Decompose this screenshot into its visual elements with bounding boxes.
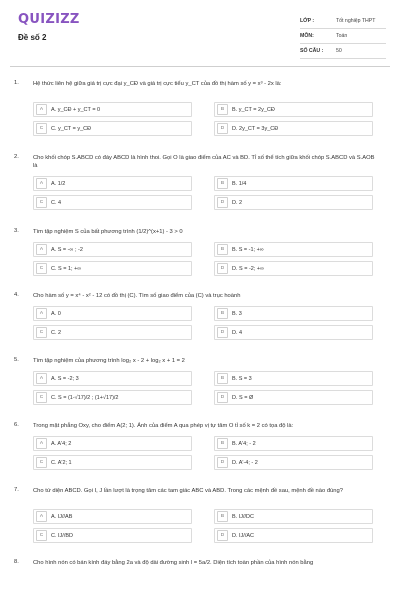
option-text: A. A'4; 2 xyxy=(51,440,72,447)
option-text: C. S = (1-√17)/2 ; (1+√17)/2 xyxy=(51,394,119,401)
answer-option[interactable] xyxy=(214,436,373,451)
option-letter-box: A xyxy=(36,308,47,319)
question-number: 7. xyxy=(14,487,19,493)
option-text: B. IJ//DC xyxy=(232,513,255,520)
option-letter-box: D xyxy=(217,457,228,468)
answer-option[interactable] xyxy=(214,325,373,340)
option-letter-box: D xyxy=(217,197,228,208)
option-letter-box: D xyxy=(217,263,228,274)
option-text: A. S = -2; 3 xyxy=(51,375,79,382)
question-item xyxy=(0,80,400,136)
question-item xyxy=(0,228,400,276)
option-letter-box: C xyxy=(36,457,47,468)
question-number: 3. xyxy=(14,228,19,234)
answer-option[interactable] xyxy=(33,390,192,405)
option-text: B. 1/4 xyxy=(232,180,247,187)
option-letter-box: B xyxy=(217,511,228,522)
option-letter-box: D xyxy=(217,327,228,338)
answer-options xyxy=(33,242,373,276)
option-text: D. S = -2; +∞ xyxy=(232,265,265,272)
option-letter-box: B xyxy=(217,308,228,319)
meta-label: MÔN: xyxy=(300,33,314,39)
option-letter-box: D xyxy=(217,530,228,541)
option-text: C. IJ//BD xyxy=(51,532,74,539)
answer-options xyxy=(33,306,373,340)
question-text: Tìm tập nghiệm S của bất phương trình (1/2)^(x+1) - 3 > 0 xyxy=(33,229,183,235)
answer-options xyxy=(33,436,373,470)
question-number: 2. xyxy=(14,154,19,160)
option-text: D. 4 xyxy=(232,329,243,336)
meta-label: LỚP : xyxy=(300,18,315,24)
answer-option[interactable] xyxy=(214,195,373,210)
answer-option[interactable] xyxy=(33,261,192,276)
option-text: C. 2 xyxy=(51,329,62,336)
question-number: 1. xyxy=(14,80,19,86)
answer-options xyxy=(33,176,373,210)
question-number: 8. xyxy=(14,559,19,565)
question-list xyxy=(0,80,400,569)
answer-option[interactable] xyxy=(33,371,192,386)
option-letter-box: A xyxy=(36,373,47,384)
meta-row-count xyxy=(300,44,386,59)
question-text: Trong mặt phẳng Oxy, cho điểm A(2; 1). Ảnh của điểm A qua phép vị tự tâm O tỉ số k = 2 có tọa độ là: xyxy=(33,423,294,429)
option-text: A. y_CĐ + y_CT = 0 xyxy=(51,106,101,113)
option-letter-box: A xyxy=(36,104,47,115)
option-text: B. 3 xyxy=(232,310,242,317)
question-item xyxy=(0,292,400,340)
quizizz-logo: QUIZIZZ xyxy=(18,12,80,27)
option-letter-box: A xyxy=(36,244,47,255)
option-letter-box: A xyxy=(36,511,47,522)
answer-option[interactable] xyxy=(214,528,373,543)
answer-option[interactable] xyxy=(214,102,373,117)
option-letter-box: A xyxy=(36,438,47,449)
answer-option[interactable] xyxy=(33,509,192,524)
option-letter-box: B xyxy=(217,438,228,449)
answer-options xyxy=(33,102,373,136)
question-text: Cho tứ diện ABCD. Gọi I, J lần lượt là trọng tâm các tam giác ABC và ABD. Trong các mệnh đề sau, mệnh đề nào đúng? xyxy=(33,488,343,494)
option-text: C. S = 1; +∞ xyxy=(51,265,82,272)
meta-row-class xyxy=(300,14,386,29)
question-item xyxy=(0,487,400,543)
question-text: Cho khối chóp S.ABCD có đáy ABCD là hình thoi. Gọi O là giao điểm của AC và BD. Tỉ số thể tích giữa khối chóp S.ABCD và S.AOB là xyxy=(33,155,375,169)
question-text: Hệ thức liên hệ giữa giá trị cực đại y_CĐ và giá trị cực tiểu y_CT của đồ thị hàm số y = x³ - 2x là: xyxy=(33,81,282,87)
answer-option[interactable] xyxy=(214,390,373,405)
option-text: D. 2 xyxy=(232,199,243,206)
option-letter-box: B xyxy=(217,244,228,255)
option-text: D. S = Ø xyxy=(232,394,254,401)
answer-options xyxy=(33,509,373,543)
option-letter-box: B xyxy=(217,178,228,189)
option-letter-box: B xyxy=(217,104,228,115)
question-item xyxy=(0,559,400,569)
option-letter-box: B xyxy=(217,373,228,384)
option-text: A. 1/2 xyxy=(51,180,66,187)
answer-option[interactable] xyxy=(214,242,373,257)
option-text: B. y_CT = 2y_CĐ xyxy=(232,106,275,113)
option-letter-box: D xyxy=(217,123,228,134)
answer-option[interactable] xyxy=(33,195,192,210)
answer-option[interactable] xyxy=(33,121,192,136)
answer-option[interactable] xyxy=(214,121,373,136)
option-text: B. S = 3 xyxy=(232,375,252,382)
answer-option[interactable] xyxy=(214,176,373,191)
answer-option[interactable] xyxy=(33,436,192,451)
option-letter-box: C xyxy=(36,392,47,403)
question-item xyxy=(0,154,400,210)
question-text: Cho hình nón có bán kính đáy bằng 2a và độ dài đường sinh l = 5a/2. Diện tích toàn phần của hình nón bằng xyxy=(33,560,314,566)
question-number: 4. xyxy=(14,292,19,298)
answer-option[interactable] xyxy=(214,371,373,386)
question-number: 5. xyxy=(14,357,19,363)
option-letter-box: A xyxy=(36,178,47,189)
meta-row-subject xyxy=(300,29,386,44)
meta-table xyxy=(300,14,386,59)
option-text: D. IJ//AC xyxy=(232,532,255,539)
option-text: A. IJ//AB xyxy=(51,513,73,520)
option-text: A. S = -∞ ; -2 xyxy=(51,246,83,253)
question-text: Cho hàm số y = x⁴ - x² - 12 có đồ thị (C). Tìm số giao điểm của (C) và trục hoành xyxy=(33,293,241,299)
option-text: C. A'2; 1 xyxy=(51,459,72,466)
option-text: B. A'4; - 2 xyxy=(232,440,256,447)
question-text: Tìm tập nghiệm của phương trình log₂ x - 2 + log₂ x + 1 = 2 xyxy=(33,358,185,364)
option-text: B. S = -1; +∞ xyxy=(232,246,264,253)
meta-value: Toán xyxy=(336,33,348,39)
option-text: A. 0 xyxy=(51,310,61,317)
option-letter-box: C xyxy=(36,263,47,274)
answer-option[interactable] xyxy=(33,102,192,117)
meta-label: SỐ CÂU : xyxy=(300,48,324,54)
question-item xyxy=(0,422,400,470)
option-text: D. 2y_CT = 3y_CĐ xyxy=(232,125,279,132)
option-letter-box: C xyxy=(36,327,47,338)
header-divider xyxy=(10,66,390,67)
answer-option[interactable] xyxy=(214,509,373,524)
answer-option[interactable] xyxy=(33,528,192,543)
answer-option[interactable] xyxy=(214,455,373,470)
meta-value: Tốt nghiệp THPT xyxy=(336,18,376,24)
answer-option[interactable] xyxy=(33,176,192,191)
option-text: C. y_CT = y_CĐ xyxy=(51,125,92,132)
answer-option[interactable] xyxy=(33,325,192,340)
option-letter-box: C xyxy=(36,197,47,208)
answer-option[interactable] xyxy=(33,306,192,321)
option-letter-box: D xyxy=(217,392,228,403)
option-letter-box: C xyxy=(36,530,47,541)
meta-value: 50 xyxy=(336,48,342,54)
answer-options xyxy=(33,371,373,405)
page-title: Đề số 2 xyxy=(18,33,47,42)
answer-option[interactable] xyxy=(214,306,373,321)
answer-option[interactable] xyxy=(214,261,373,276)
option-text: D. A'-4; - 2 xyxy=(232,459,258,466)
answer-option[interactable] xyxy=(33,455,192,470)
option-letter-box: C xyxy=(36,123,47,134)
question-item xyxy=(0,357,400,405)
option-text: C. 4 xyxy=(51,199,62,206)
answer-option[interactable] xyxy=(33,242,192,257)
question-number: 6. xyxy=(14,422,19,428)
